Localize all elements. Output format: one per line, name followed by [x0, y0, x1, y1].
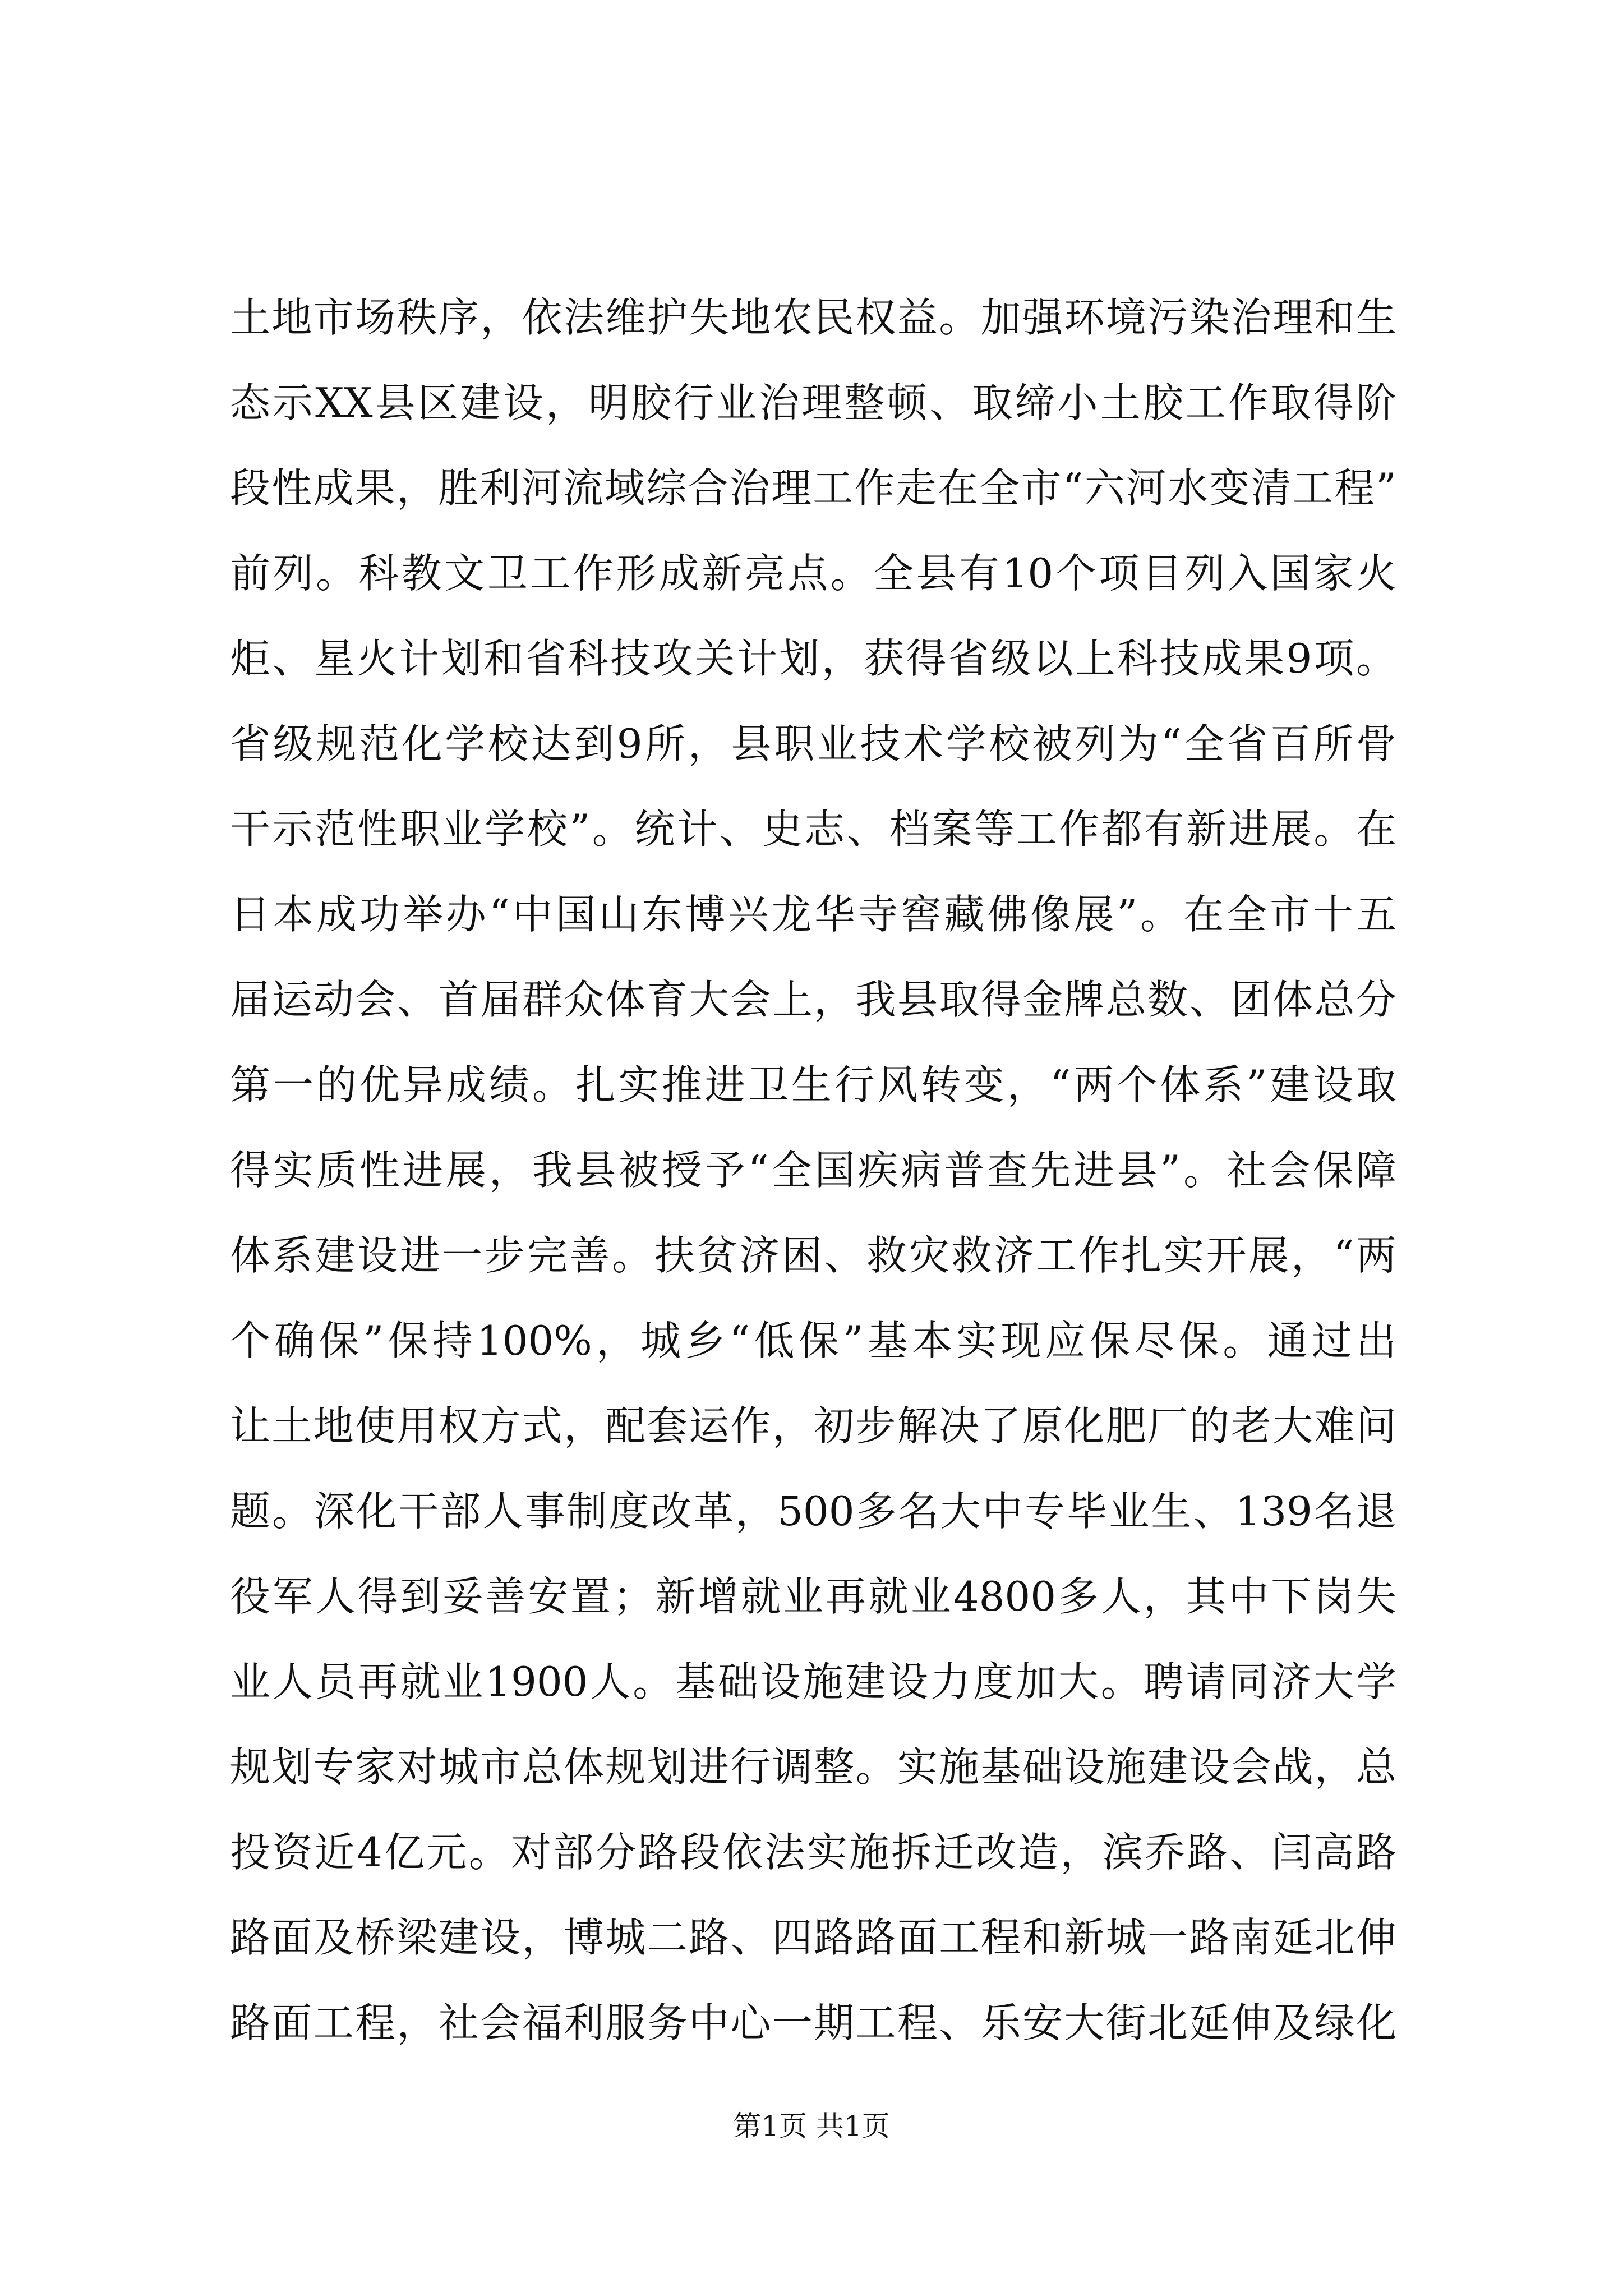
text-line: 路面及桥梁建设，博城二路、四路路面工程和新城一路南延北伸 [230, 1914, 1396, 1961]
text-line: 个确保”保持100%，城乡“低保”基本实现应保尽保。通过出 [230, 1317, 1396, 1364]
text-line: 炬、星火计划和省科技攻关计划，获得省级以上科技成果9项。 [230, 635, 1396, 682]
text-line: 态示XX县区建设，明胶行业治理整顿、取缔小土胶工作取得阶 [230, 379, 1396, 426]
text-line: 体系建设进一步完善。扶贫济困、救灾救济工作扎实开展，“两 [230, 1232, 1396, 1279]
body-text [230, 275, 1396, 2065]
text-line: 让土地使用权方式，配套运作，初步解决了原化肥厂的老大难问 [230, 1402, 1396, 1450]
text-line: 投资近4亿元。对部分路段依法实施拆迁改造，滨乔路、闫高路 [230, 1829, 1396, 1876]
text-line: 段性成果，胜利河流域综合治理工作走在全市“六河水变清工程” [230, 464, 1396, 512]
text-line: 前列。科教文卫工作形成新亮点。全县有10个项目列入国家火 [230, 550, 1396, 597]
text-line: 业人员再就业1900人。基础设施建设力度加大。聘请同济大学 [230, 1658, 1396, 1705]
text-line: 省级规范化学校达到9所，县职业技术学校被列为“全省百所骨 [230, 720, 1396, 767]
page-footer: 第1页 共1页 [733, 2110, 890, 2142]
text-line: 日本成功举办“中国山东博兴龙华寺窖藏佛像展”。在全市十五 [230, 891, 1396, 938]
text-line: 题。深化干部人事制度改革，500多名大中专毕业生、139名退 [230, 1488, 1396, 1535]
text-line: 规划专家对城市总体规划进行调整。实施基础设施建设会战，总 [230, 1743, 1396, 1791]
text-line: 得实质性进展，我县被授予“全国疾病普查先进县”。社会保障 [230, 1147, 1396, 1194]
text-line: 路面工程，社会福利服务中心一期工程、乐安大街北延伸及绿化 [230, 1999, 1396, 2046]
text-line: 土地市场秩序，依法维护失地农民权益。加强环境污染治理和生 [230, 294, 1396, 341]
text-line: 第一的优异成绩。扎实推进卫生行风转变，“两个体系”建设取 [230, 1061, 1396, 1108]
text-line: 届运动会、首届群众体育大会上，我县取得金牌总数、团体总分 [230, 976, 1396, 1023]
text-line: 役军人得到妥善安置；新增就业再就业4800多人，其中下岗失 [230, 1573, 1396, 1620]
text-line: 干示范性职业学校”。统计、史志、档案等工作都有新进展。在 [230, 806, 1396, 853]
